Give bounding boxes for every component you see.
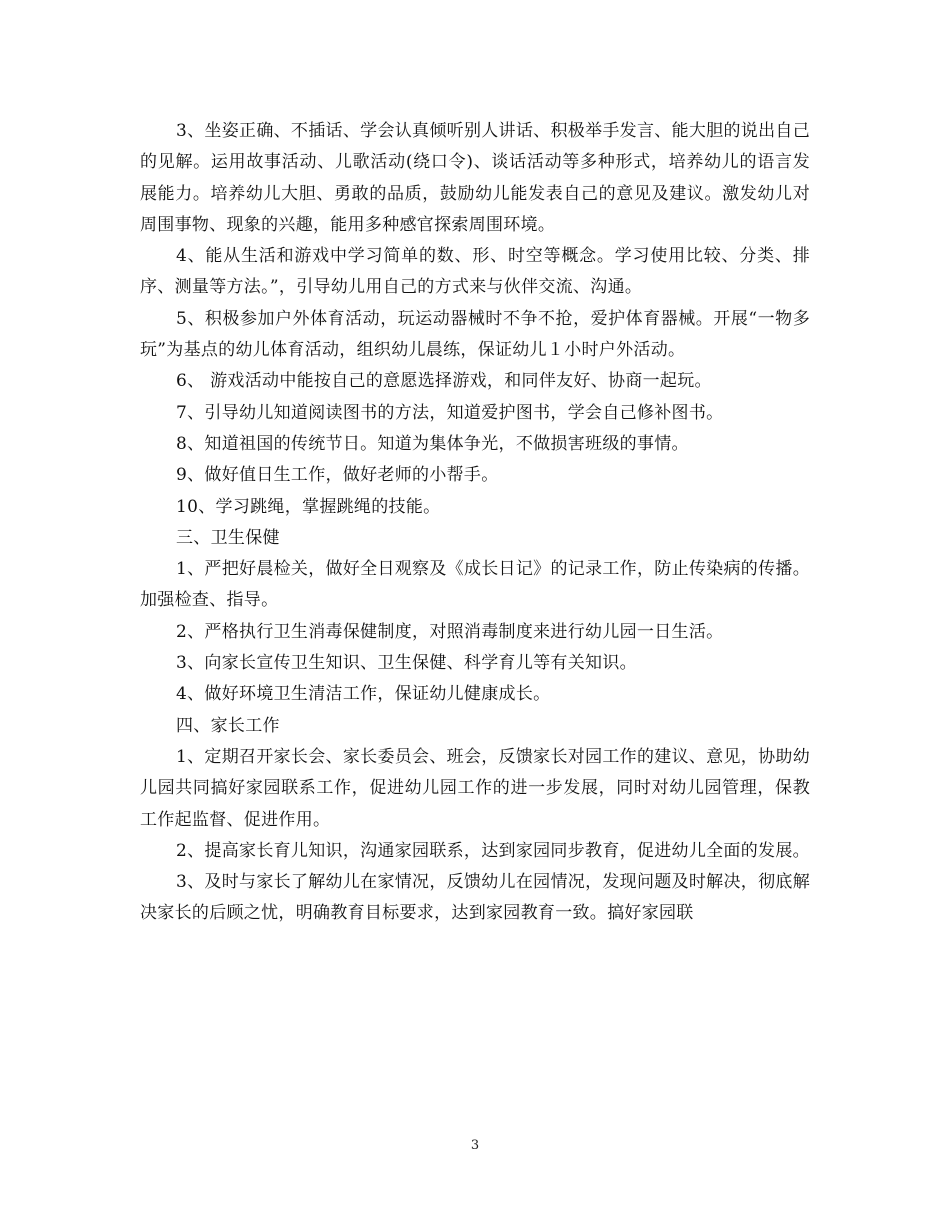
document-body xyxy=(140,116,810,930)
paragraph-math-concepts: 4、能从生活和游戏中学习简单的数、形、时空等概念。学习使用比较、分类、排序、测量等方法。”，引导幼儿用自己的方式来与伙伴交流、沟通。 xyxy=(140,246,810,298)
paragraph-parenting-knowledge: 2、提高家长育儿知识，沟通家园联系，达到家园同步教育，促进幼儿全面的发展。 xyxy=(176,840,810,861)
paragraph-language-development: 3、坐姿正确、不插话、学会认真倾听别人讲话、积极举手发言、能大胆的说出自己的见解。运用故事活动、儿歌活动(绕口令)、谈话活动等多种形式，培养幼儿的语言发展能力。培养幼儿大胆、勇敢的品质，鼓励幼儿能发表自己的意见及建议。激发幼儿对周围事物、现象的兴趣，能用多种感官探索周围环境。 xyxy=(140,121,810,235)
paragraph-rope-skipping: 10、学习跳绳，掌握跳绳的技能。 xyxy=(176,496,441,517)
paragraph-morning-check: 1、严把好晨检关，做好全日观察及《成长日记》的记录工作，防止传染病的传播。加强检查、指导。 xyxy=(140,559,810,611)
paragraph-reading: 7、引导幼儿知道阅读图书的方法，知道爱护图书，学会自己修补图书。 xyxy=(176,402,724,423)
section-heading-health: 三、卫生保健 xyxy=(176,527,280,548)
page-number: 3 xyxy=(470,1138,480,1153)
section-heading-parents: 四、家长工作 xyxy=(176,715,280,736)
paragraph-parent-meetings: 1、定期召开家长会、家长委员会、班会，反馈家长对园工作的建议、意见，协助幼儿园共同搞好家园联系工作，促进幼儿园工作的进一步发展，同时对幼儿园管理，保教工作起监督、促进作用。 xyxy=(140,746,810,830)
paragraph-duty: 9、做好值日生工作，做好老师的小帮手。 xyxy=(176,465,499,486)
paragraph-outdoor-sports: 5、积极参加户外体育活动，玩运动器械时不争不抢，爱护体育器械。开展“一物多玩”为基点的幼儿体育活动，组织幼儿晨练，保证幼儿１小时户外活动。 xyxy=(140,308,810,361)
paragraph-disinfection: 2、严格执行卫生消毒保健制度，对照消毒制度来进行幼儿园一日生活。 xyxy=(176,621,724,642)
paragraph-environment: 4、做好环境卫生清洁工作，保证幼儿健康成长。 xyxy=(176,684,551,705)
paragraph-festivals: 8、知道祖国的传统节日。知道为集体争光，不做损害班级的事情。 xyxy=(176,433,689,454)
paragraph-home-communication: 3、及时与家长了解幼儿在家情况，反馈幼儿在园情况，发现问题及时解决，彻底解决家长的后顾之忧，明确教育目标要求，达到家园教育一致。搞好家园联 xyxy=(140,872,810,924)
paragraph-games: 6、 游戏活动中能按自己的意愿选择游戏，和同伴友好、协商一起玩。 xyxy=(176,371,712,392)
paragraph-health-knowledge: 3、向家长宣传卫生知识、卫生保健、科学育儿等有关知识。 xyxy=(176,653,637,674)
